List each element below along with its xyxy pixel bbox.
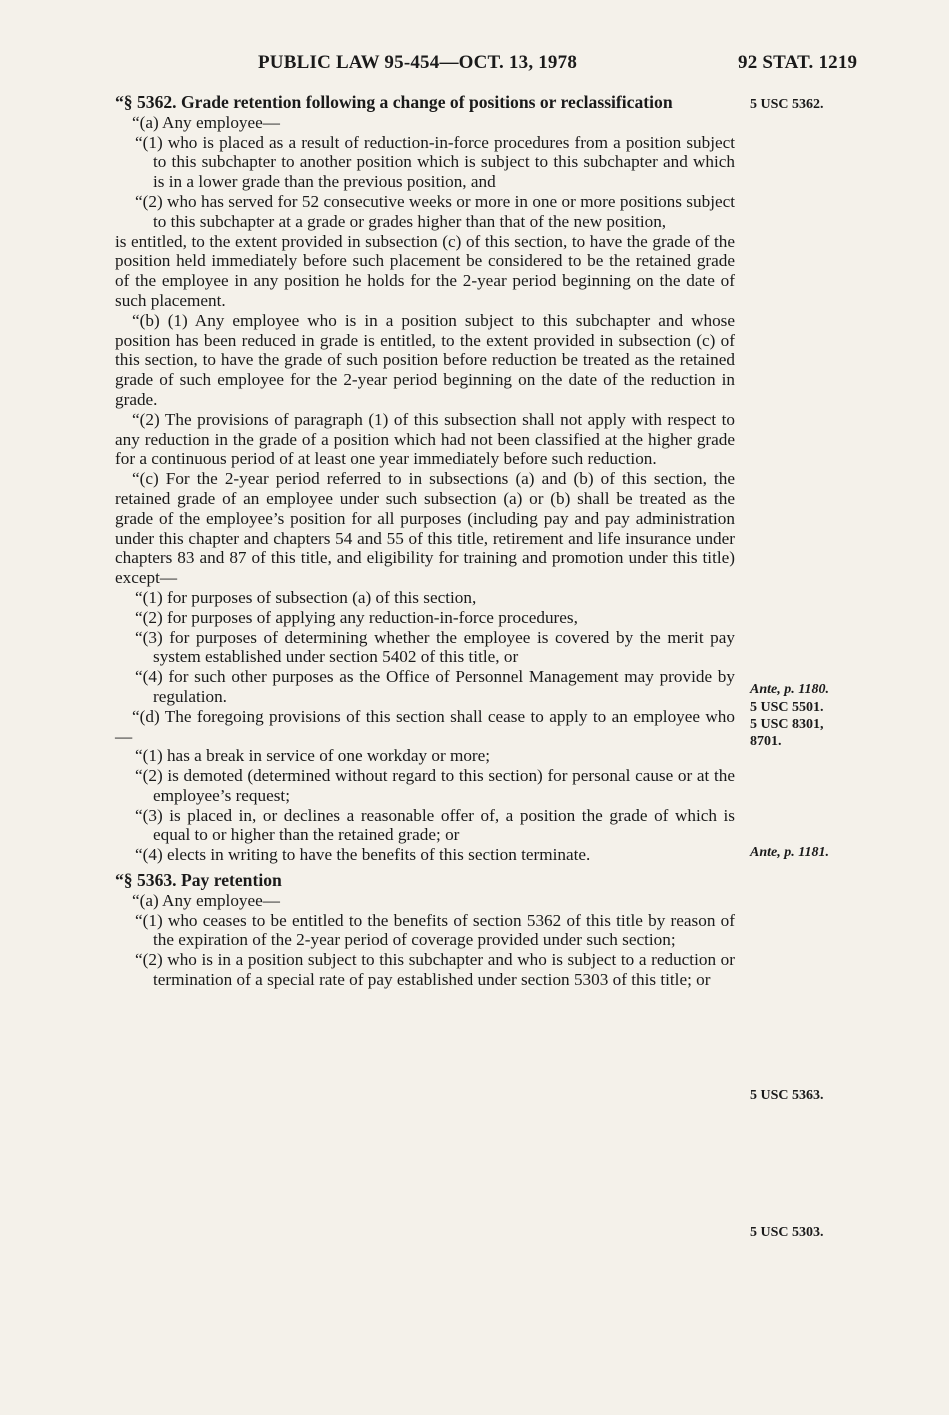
paragraph: “(3) is placed in, or declines a reasonable offer of, a position the grade of which is equal to or higher than the retained grade; or [135, 805, 735, 845]
paragraph: “(1) has a break in service of one workday or more; [135, 746, 491, 766]
paragraph: “(2) who is in a position subject to this subchapter and who is subject to a reduction or termination of a special rate of pay established under section 5303 of this title; or [135, 950, 735, 990]
margin-note: 8701. [750, 734, 782, 749]
margin-note: 5 USC 5303. [750, 1225, 824, 1240]
margin-note: 5 USC 5501. [750, 700, 824, 715]
margin-note-ante: Ante, p. 1180. [750, 682, 829, 697]
running-header-title: PUBLIC LAW 95-454—OCT. 13, 1978 [258, 52, 578, 73]
paragraph: “(4) for such other purposes as the Office of Personnel Management may provide by regulation. [135, 667, 735, 706]
paragraph: “(2) The provisions of paragraph (1) of this subsection shall not apply with respect to any reduction in the grade of a position which had not been classified at the higher grade for a continuous period of at least one year immediately before such reduction. [115, 409, 735, 469]
paragraph: “(a) Any employee— [132, 890, 280, 910]
margin-note: 5 USC 8301, [750, 717, 824, 732]
margin-note-ante: Ante, p. 1181. [750, 845, 829, 860]
margin-note: 5 USC 5363. [750, 1088, 824, 1103]
main-text-column [115, 93, 735, 990]
paragraph: “(c) For the 2-year period referred to in subsections (a) and (b) of this section, the retained grade of an employee under such subsection (a) or (b) shall be treated as the grade of the employee’s position for all purposes (including pay and pay administration under this chapter and chapters 54 and 55 of this title, retirement and life insurance under chapters 83 and 87 of this title, and eligibility for training and promotion under this title) except— [115, 469, 735, 588]
paragraph: “(2) for purposes of applying any reduction-in-force procedures, [135, 607, 578, 627]
paragraph: “(d) The foregoing provisions of this section shall cease to apply to an employee who— [115, 706, 735, 746]
paragraph: “(2) is demoted (determined without regard to this section) for personal cause or at the employee’s request; [135, 766, 735, 805]
margin-note [750, 682, 829, 698]
paragraph: “(1) who is placed as a result of reduction-in-force procedures from a position subject to this subchapter to another position which is subject to this subchapter and which is in a lower grade than the previous position, and [135, 132, 735, 192]
paragraph: “(2) who has served for 52 consecutive weeks or more in one or more positions subject to this subchapter at a grade or grades higher than that of the new position, [135, 191, 735, 231]
section-5362-heading: “§ 5362. Grade retention following a change of positions or reclassification [115, 92, 673, 112]
statute-page-number: 92 STAT. 1219 [738, 52, 858, 73]
section-5363-heading: “§ 5363. Pay retention [115, 870, 282, 891]
paragraph: “(4) elects in writing to have the benefits of this section terminate. [135, 845, 591, 865]
paragraph: “(1) who ceases to be entitled to the benefits of section 5362 of this title by reason of the expiration of the 2-year period of coverage provided under such section; [135, 910, 735, 950]
margin-note: 5 USC 5362. [750, 97, 824, 112]
paragraph: “(b) (1) Any employee who is in a position subject to this subchapter and whose position has been reduced in grade is entitled, to the extent provided in subsection (c) of this section, to have the grade of such position before reduction be treated as the retained grade of such employee for the 2-year period beginning on the date of the reduction in grade. [115, 310, 735, 409]
paragraph: “(3) for purposes of determining whether the employee is covered by the merit pay system established under section 5402 of this title, or [135, 627, 735, 667]
paragraph: is entitled, to the extent provided in subsection (c) of this section, to have the grade of the position held immediately before such placement be considered to be the retained grade of the employee in any position he holds for the 2-year period beginning on the date of such placement. [115, 231, 735, 310]
margin-note [750, 845, 829, 861]
paragraph: “(a) Any employee— [132, 112, 280, 132]
paragraph: “(1) for purposes of subsection (a) of this section, [135, 587, 477, 607]
